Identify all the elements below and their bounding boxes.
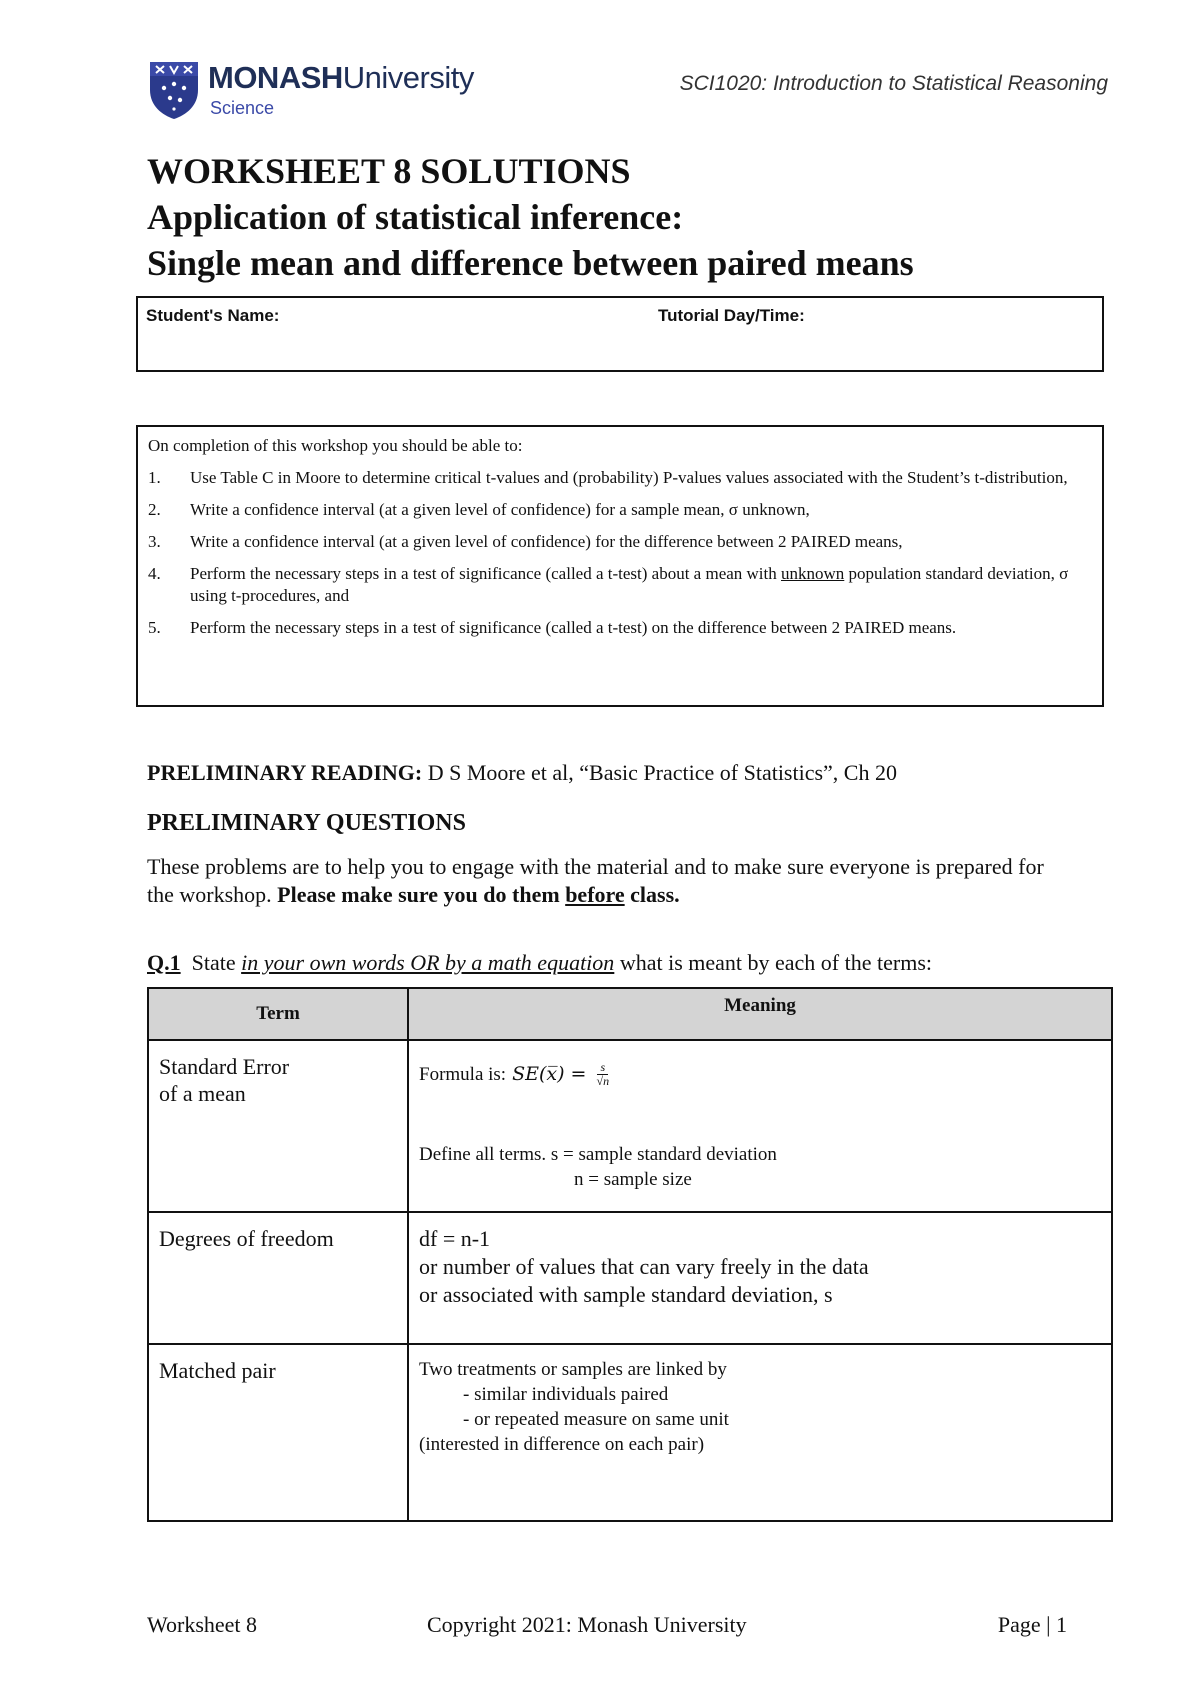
objective-item [148,499,1092,521]
formula-lhs: SE(x̅) = [512,1063,587,1085]
logo-science-text: Science [210,98,275,118]
tutorial-time-label: Tutorial Day/Time: [658,306,805,325]
objective-text: Write a confidence interval (at a given level of confidence) for the difference between 2 PAIRED means, [190,532,903,551]
title-line-3: Single mean and difference between paired means [147,243,914,283]
define-line: Define all terms. s = sample standard deviation [419,1144,777,1165]
term-cell: Matched pair [148,1344,408,1521]
title-line-1: WORKSHEET 8 SOLUTIONS [147,151,631,191]
meaning-line: - or repeated measure on same unit [463,1409,729,1430]
objective-item [148,563,1092,607]
objective-text-pre: Perform the necessary steps in a test of significance (called a t-test) about a mean with [190,564,782,583]
formula-line [419,1061,1101,1088]
table-row [148,1040,1112,1212]
meaning-line: or number of values that can vary freely in the data [419,1254,869,1279]
term-line: Standard Error [159,1054,290,1079]
objective-item [148,531,1092,553]
meaning-line: or associated with sample standard deviation, s [419,1282,833,1307]
question-text-pre: State [180,950,242,975]
objectives-intro: On completion of this workshop you should be able to: [148,436,523,455]
logo-wordmark [208,60,474,96]
student-info-box [136,296,1104,372]
logo-university-text: University [342,60,474,95]
objective-number: 1. [148,468,161,487]
objective-number: 4. [148,564,161,583]
terms-table [147,987,1113,1522]
title-line-2: Application of statistical inference: [147,197,684,237]
meaning-line: (interested in difference on each pair) [419,1434,705,1455]
footer-copyright: Copyright 2021: Monash University [427,1612,747,1637]
monash-crest-icon [148,60,200,120]
prelim-text-plain: These problems are to help you to engage with the material and to make sure everyone is prepared for the workshop. [147,854,1044,907]
page-header [148,58,1108,128]
preliminary-questions-text [147,853,1047,909]
preliminary-reading [147,760,897,786]
footer-page-number: Page | 1 [997,1612,1067,1637]
table-row [148,1344,1112,1521]
worksheet-title [147,148,914,286]
objective-text: Perform the necessary steps in a test of significance (called a t-test) on the difference between 2 PAIRED means. [190,618,957,637]
table-row [148,1212,1112,1344]
objective-number: 2. [148,500,161,519]
question-number: Q.1 [147,950,181,975]
objective-item [148,617,1092,639]
objective-text: Use Table C in Moore to determine critical t-values and (probability) P-values values associated with the Student’s t-distribution, [190,468,1068,487]
formula-fraction [596,1061,609,1088]
preliminary-reading-label: PRELIMINARY READING: [147,760,423,785]
define-line: n = sample size [574,1169,692,1190]
monash-logo [148,60,508,122]
prelim-text-bold-underlined: before [565,882,625,907]
table-header-row [148,988,1112,1040]
objective-number: 5. [148,618,161,637]
meaning-cell [408,1040,1112,1212]
formula-label: Formula is: [419,1064,507,1085]
objective-item [148,467,1092,489]
learning-objectives-box [136,425,1104,707]
course-title: SCI1020: Introduction to Statistical Reasoning [679,72,1108,95]
meaning-line: df = n-1 [419,1226,491,1251]
header-term: Term [148,988,408,1040]
logo-monash-text: MONASH [208,60,343,95]
formula-numerator: s [597,1061,608,1075]
question-1 [147,950,932,976]
term-cell [148,1040,408,1212]
meaning-line: Two treatments or samples are linked by [419,1359,727,1380]
prelim-text-bold: Please make sure you do them [277,882,566,907]
preliminary-questions-heading: PRELIMINARY QUESTIONS [147,810,466,836]
formula-denominator: √n [596,1074,610,1088]
question-text-post: what is meant by each of the terms: [614,950,932,975]
term-cell: Degrees of freedom [148,1212,408,1344]
objective-text-post: population standard deviation, σ using t-procedures, and [190,564,1069,605]
objective-number: 3. [148,532,161,551]
question-text-italic: in your own words OR by a math equation [241,950,615,975]
meaning-line: - similar individuals paired [463,1384,669,1405]
objective-text: Write a confidence interval (at a given level of confidence) for a sample mean, σ unknown, [190,500,810,519]
objective-text-underlined: unknown [781,564,845,583]
term-line: of a mean [159,1081,246,1106]
page-footer [147,1612,1067,1642]
meaning-cell [408,1344,1112,1521]
footer-worksheet: Worksheet 8 [147,1612,258,1637]
preliminary-reading-text: D S Moore et al, “Basic Practice of Statistics”, Ch 20 [422,760,897,785]
prelim-text-bold-end: class. [624,882,680,907]
meaning-cell [408,1212,1112,1344]
student-name-label: Student's Name: [146,306,280,325]
header-meaning: Meaning [408,988,1112,1040]
